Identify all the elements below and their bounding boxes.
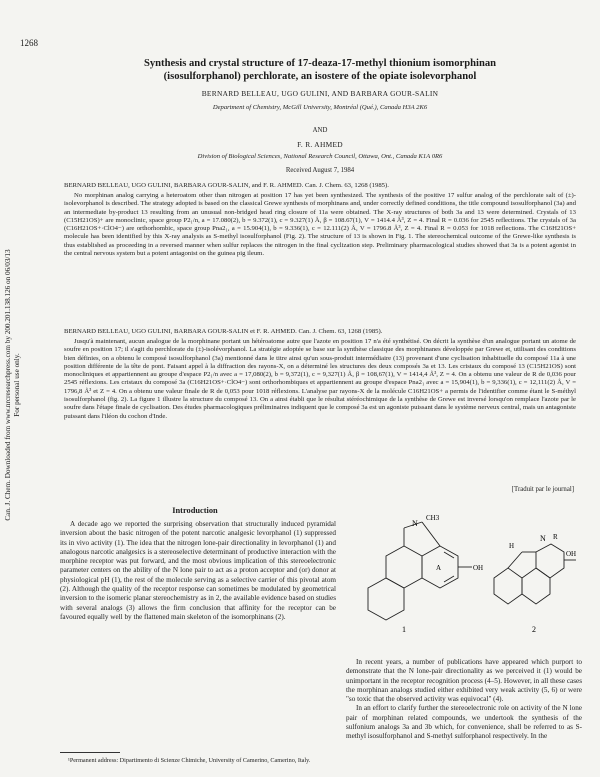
structure-2-hydroxyl: OH [566, 550, 577, 558]
watermark-line-2: For personal use only. [13, 353, 21, 417]
right-column-text [346, 658, 582, 742]
received-date: Received August 7, 1984 [285, 167, 355, 174]
download-watermark [2, 150, 24, 620]
structure-1-nitrogen: N [412, 519, 418, 528]
affiliation-mcgill: Department of Chemistry, McGill University, Montréal (Qué.), Canada H3A 2K6 [212, 104, 428, 111]
right-paragraph-2: In an effort to clarify further the stereoelectronic role on activity of the N lone pair of morphinan related compounds, we undertook the synthesis of the sulfonium analogs 3a and 3b which, for convenience, shall be referred to as S-methyl isosulforphanol and S-methyl sulforphanol respectively. In the [346, 704, 582, 741]
citation-english: BERNARD BELLEAU, UGO GULINI, BARBARA GOUR-SALIN, and F. R. AHMED. Can. J. Chem. 63, 1268 (1985). [64, 182, 389, 189]
introduction-paragraph: A decade ago we reported the surprising observation that structurally induced pyramidal inversion about the basic nitrogen of the potent narcotic analgesic levorphanol (1) suppressed its in vivo activity (1). The idea that the nitrogen lone-pair directionality in levorphanol (1) and analogous narcotic analgesics is a stereoselective determinant of productive interaction with the morphine receptor was put forward, and the most obvious implication of this stereoelectronic parameter centers on the ability of the N lone pair to act as a proton acceptor and (or) donor at physiological pH (1), the rest of the molecule serving as a selective carrier of this pivotal atom (2). Although the quality of the receptor response can sometimes be modulated by geometrical inversion to the isomeric planar stereochemistry as in 2, the available evidence based on studies with several analogs (3) allows the firm conclusion that affinity for the receptor can be favoured equally well by the flattened main skeleton of the isomorphinans (2). [60, 520, 336, 621]
structure-2-hydrogen: H [509, 542, 515, 550]
structure-1-methyl: CH3 [426, 514, 440, 522]
structure-2-nitrogen: N [540, 534, 546, 543]
second-author: F. R. AHMED [297, 140, 343, 149]
title-line-2: (isosulforphanol) perchlorate, an isostere of the opiate isolevorphanol [163, 71, 477, 82]
structure-1-hydroxyl: OH [473, 564, 484, 572]
right-paragraph-1: In recent years, a number of publications have appeared which purport to demonstrate that the N lone-pair directionality as we perceived it (1) would be unimportant in the receptor recognition process (4–5). However, in all these cases the morphinan analogs studied either exhibited very weak activity (5, 6) or were "so toxic that the observed activity was equivocal" (4). [346, 658, 582, 704]
translator-note: [Traduit par le journal] [511, 486, 574, 493]
page-number: 1268 [20, 38, 38, 48]
watermark-line-1: Can. J. Chem. Downloaded from www.nrcresearchpress.com by 200.201.138.126 on 06/03/13 [4, 249, 12, 521]
section-heading-introduction: Introduction [172, 506, 218, 515]
structure-levorphanol [368, 522, 472, 620]
structure-1-label: 1 [402, 625, 406, 634]
chemical-structures-figure [346, 508, 586, 638]
footnote-rule [60, 752, 120, 753]
abstract-french: Jusqu'à maintenant, aucun analogue de la morphinane portant un hétéroatome autre que l'azote en position 17 n'a été synthétisé. On décrit la synthèse d'un analogue portant un atome de soufre en position 17; il s'agit du perchlorate du (±)-isolévorphanol. La stratégie adoptée se base sur la synthèse classique des morphinanes développée par Grewe et, utilisant des conditions bien définies, on a obtenu le composé isosulforphanol (3a) mentionné dans le titre ainsi qu'un sous-produit intermédiaire (13) provenant d'une cyclisation inhabituelle du composé 11a à une position différente de la tête de pont. Faisant appel à la diffraction des rayons-X, on a déterminé les structures des deux composés 3a et 13. Les cristaux du composé 13 (C15H21OS) sont monocliniques et appartiennent au groupe d'espace P2₁/n avec a = 17,080(2), b = 9,372(1), c = 9,327(1) Å, β = 108,67(1), V = 1414,4 Å³, Z = 4. On a obtenu une valeur de R de 0,036 pour 2545 réflexions. Les cristaux du composé 3a (C16H21OS+·ClO4−) sont orthorhombiques et appartiennent au groupe d'espace Pna2₁ avec a = 15,904(1), b = 9,336(1), c = 12,111(2) Å, V = 1796,8 Å³ et Z = 4. On a obtenu une valeur finale de R de 0,053 pour 1018 réflexions. L'analyse par rayons-X de la molécule C16H21OS+ a permis de l'identifier comme étant le S-méthyl isosulforphanol (fig. 2). La figure 1 illustre la structure du composé 13. On a ainsi établi que le résultat stéréochimique de la synthèse de Grewe est inversé lorsqu'on remplace l'azote par le soufre dans l'étape finale de cyclisation. Des études pharmacologiques préliminaires indiquent que le composé 3a est un agoniste puissant dans le système nerveux central, mais un antagoniste puissant dans l'iléon du cochon d'Inde. [64, 338, 576, 420]
article-title [60, 57, 580, 83]
and-connector: AND [312, 127, 328, 134]
title-line-1: Synthesis and crystal structure of 17-deaza-17-methyl thionium isomorphinan [143, 58, 497, 69]
footnote: ¹Permanent address: Dipartimento di Scienze Chimiche, University of Camerino, Camerino, Italy. [68, 757, 311, 764]
structure-1-ring-label: A [436, 564, 442, 572]
structure-2-label: 2 [532, 625, 536, 634]
structure-2-r-group: R [553, 533, 558, 541]
structure-isomorphinan [494, 544, 576, 604]
abstract-english: No morphinan analog carrying a heteroatom other than nitrogen at position 17 has yet been synthesized. The synthesis of the positive 17 sulfur analog of the perchlorate salt of (±)-isolevorphanol is described. The strategy adopted is based on the classical Grewe synthesis of morphinans and, under correctly defined conditions, the title compound isosulforphanol (3a) and an intermediate by-product 13 resulting from an unusual non-bridged head ring closure of 11a were obtained. The X-ray structures of both 3a and 13 were determined. Crystals of 13 (C15H21OS)+ are monoclinic, space group P2₁/n, a = 17.080(2), b = 9.372(1), c = 9.327(1) Å, β = 108.67(1), V = 1414.4 Å³, Z = 4. Final R = 0.036 for 2545 reflections. The crystals of 3a (C16H21OS+·ClO4−) are orthorhombic, space group Pna2₁, a = 15.904(1), b = 9.336(1), c = 12.111(2) Å, V = 1796.8 Å³, Z = 4. Final R = 0.053 for 1018 reflections. The C16H21OS+ molecule has been identified by this X-ray analysis as S-methyl isosulforphanol (Fig. 2). The structure of 13 is shown in Fig. 1. The stereochemical outcome of the Grewe-like synthesis is thus established as proceeding in a reversed manner when sulfur replaces the nitrogen in the final cyclization step. Preliminary pharmacological studies showed that 3a is a potent agonist in the central nervous system but a potent antagonist on the guinea pig ileum. [64, 192, 576, 258]
author-list: BERNARD BELLEAU, UGO GULINI, AND BARBARA GOUR-SALIN [201, 89, 439, 98]
affiliation-nrc: Division of Biological Sciences, National Research Council, Ottawa, Ont., Canada K1A 0R6 [197, 153, 443, 160]
citation-french: BERNARD BELLEAU, UGO GULINI, BARBARA GOUR-SALIN et F. R. AHMED. Can. J. Chem. 63, 1268 (1985). [64, 328, 383, 335]
